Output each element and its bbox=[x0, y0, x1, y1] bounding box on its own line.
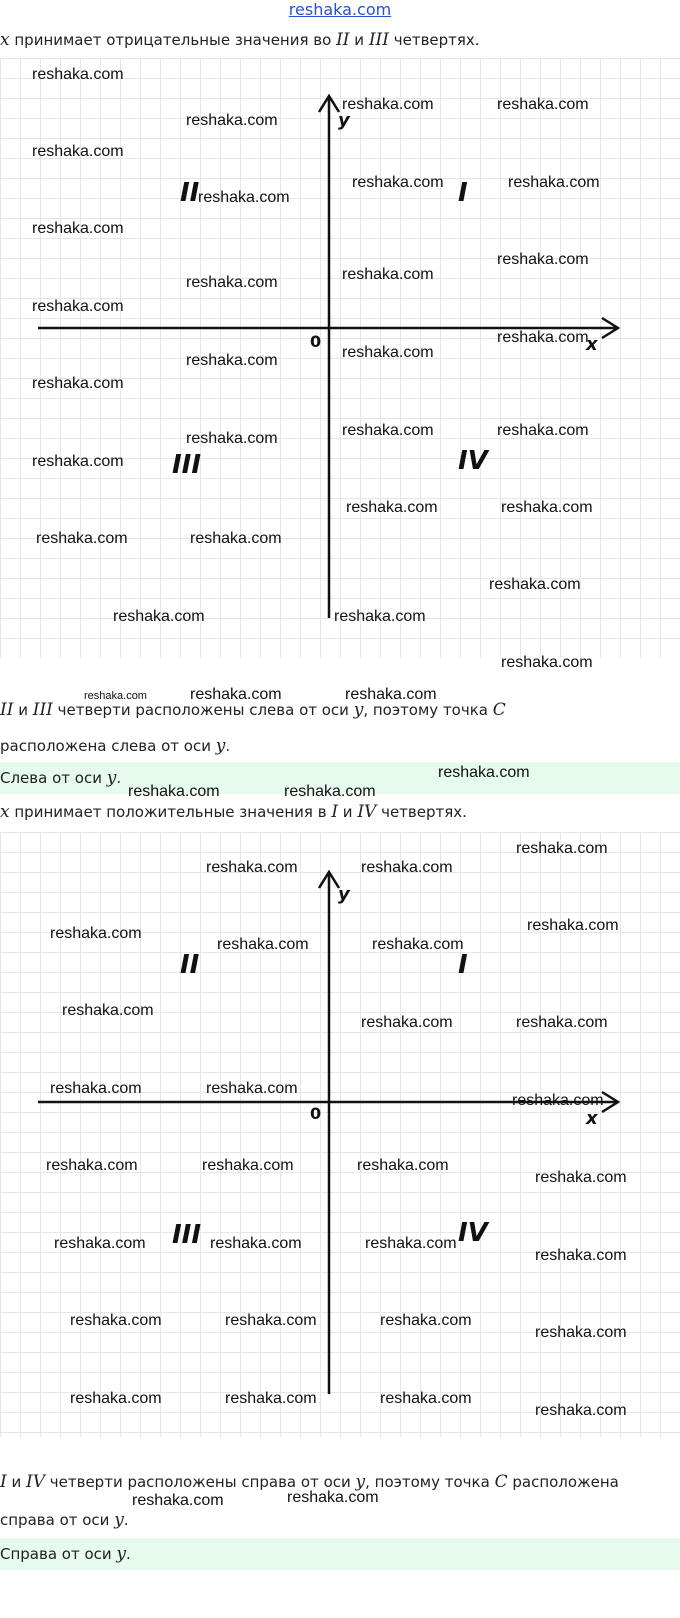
quadrant-label-i: I bbox=[458, 178, 468, 208]
watermark: reshaka.com bbox=[287, 1489, 379, 1506]
watermark: reshaka.com bbox=[508, 174, 600, 191]
watermark: reshaka.com bbox=[32, 66, 124, 83]
watermark: reshaka.com bbox=[206, 859, 298, 876]
watermark: reshaka.com bbox=[527, 917, 619, 934]
watermark: reshaka.com bbox=[46, 1157, 138, 1174]
watermark: reshaka.com bbox=[497, 251, 589, 268]
x-axis-label: x bbox=[586, 1108, 598, 1129]
watermark: reshaka.com bbox=[50, 1080, 142, 1097]
answer-box-2: Справа от оси y. bbox=[0, 1538, 680, 1570]
watermark: reshaka.com bbox=[342, 96, 434, 113]
watermark: reshaka.com bbox=[210, 1235, 302, 1252]
quadrant-label-ii: II bbox=[180, 950, 200, 980]
explanation-2-line-1: I и IV четверти расположены справа от оси y, поэтому точка C расположена bbox=[0, 1472, 619, 1492]
watermark: reshaka.com bbox=[225, 1390, 317, 1407]
watermark: reshaka.com bbox=[380, 1312, 472, 1329]
quadrant-label-ii: II bbox=[180, 178, 200, 208]
quadrant-label-iii: III bbox=[172, 450, 202, 480]
watermark: reshaka.com bbox=[380, 1390, 472, 1407]
watermark: reshaka.com bbox=[113, 608, 205, 625]
watermark: reshaka.com bbox=[497, 96, 589, 113]
watermark: reshaka.com bbox=[62, 1002, 154, 1019]
watermark: reshaka.com bbox=[512, 1092, 604, 1109]
watermark: reshaka.com bbox=[32, 298, 124, 315]
watermark: reshaka.com bbox=[284, 783, 376, 800]
watermark: reshaka.com bbox=[198, 189, 290, 206]
explanation-1-line-1: II и III четверти расположены слева от оси y, поэтому точка C bbox=[0, 700, 506, 720]
watermark: reshaka.com bbox=[346, 499, 438, 516]
watermark: reshaka.com bbox=[190, 686, 282, 703]
watermark: reshaka.com bbox=[372, 936, 464, 953]
y-axis-label: y bbox=[338, 884, 350, 905]
explanation-1-line-2: расположена слева от оси y. bbox=[0, 736, 231, 756]
quadrant-label-i: I bbox=[458, 950, 468, 980]
watermark: reshaka.com bbox=[342, 422, 434, 439]
watermark: reshaka.com bbox=[535, 1169, 627, 1186]
watermark: reshaka.com bbox=[70, 1312, 162, 1329]
watermark: reshaka.com bbox=[186, 112, 278, 129]
watermark: reshaka.com bbox=[132, 1492, 224, 1509]
intro-line-2: x принимает положительные значения в I и IV четвертях. bbox=[0, 802, 467, 822]
watermark: reshaka.com bbox=[357, 1157, 449, 1174]
watermark: reshaka.com bbox=[225, 1312, 317, 1329]
y-axis-label: y bbox=[338, 110, 350, 131]
quadrant-label-iv: IV bbox=[458, 1218, 488, 1248]
x-axis-label: x bbox=[586, 334, 598, 355]
watermark: reshaka.com bbox=[32, 220, 124, 237]
watermark: reshaka.com bbox=[190, 530, 282, 547]
watermark: reshaka.com bbox=[501, 654, 593, 671]
watermark: reshaka.com bbox=[345, 686, 437, 703]
watermark: reshaka.com bbox=[186, 430, 278, 447]
watermark: reshaka.com bbox=[361, 1014, 453, 1031]
watermark: reshaka.com bbox=[535, 1247, 627, 1264]
quadrant-label-iv: IV bbox=[458, 446, 488, 476]
watermark: reshaka.com bbox=[497, 329, 589, 346]
watermark: reshaka.com bbox=[342, 344, 434, 361]
coordinate-graph-1 bbox=[0, 58, 680, 671]
watermark: reshaka.com bbox=[128, 783, 220, 800]
watermark: reshaka.com bbox=[186, 274, 278, 291]
watermark: reshaka.com bbox=[36, 530, 128, 547]
coordinate-graph-2 bbox=[0, 832, 680, 1437]
watermark: reshaka.com bbox=[361, 859, 453, 876]
origin-label: 0 bbox=[310, 332, 322, 351]
watermark: reshaka.com bbox=[32, 453, 124, 470]
watermark: reshaka.com bbox=[501, 499, 593, 516]
watermark: reshaka.com bbox=[497, 422, 589, 439]
watermark: reshaka.com bbox=[186, 352, 278, 369]
watermark: reshaka.com bbox=[342, 266, 434, 283]
watermark: reshaka.com bbox=[50, 925, 142, 942]
watermark: reshaka.com bbox=[438, 764, 530, 781]
explanation-2-line-2: справа от оси y. bbox=[0, 1510, 129, 1530]
origin-label: 0 bbox=[310, 1104, 322, 1123]
site-link[interactable]: reshaka.com bbox=[288, 0, 392, 19]
watermark: reshaka.com bbox=[217, 936, 309, 953]
watermark: reshaka.com bbox=[535, 1324, 627, 1341]
watermark: reshaka.com bbox=[54, 1235, 146, 1252]
intro-line-1: x принимает отрицательные значения во II и III четвертях. bbox=[0, 30, 480, 50]
intro-var: x bbox=[0, 30, 10, 50]
watermark: reshaka.com bbox=[206, 1080, 298, 1097]
watermark: reshaka.com bbox=[489, 576, 581, 593]
watermark: reshaka.com bbox=[70, 1390, 162, 1407]
watermark: reshaka.com bbox=[202, 1157, 294, 1174]
quadrant-label-iii: III bbox=[172, 1220, 202, 1250]
watermark: reshaka.com bbox=[334, 608, 426, 625]
watermark: reshaka.com bbox=[32, 375, 124, 392]
watermark: reshaka.com bbox=[365, 1235, 457, 1252]
watermark: reshaka.com bbox=[535, 1402, 627, 1419]
watermark: reshaka.com bbox=[84, 690, 147, 702]
answer-box-1: Слева от оси y. bbox=[0, 762, 680, 794]
watermark: reshaka.com bbox=[516, 840, 608, 857]
watermark: reshaka.com bbox=[32, 143, 124, 160]
watermark: reshaka.com bbox=[352, 174, 444, 191]
watermark: reshaka.com bbox=[516, 1014, 608, 1031]
